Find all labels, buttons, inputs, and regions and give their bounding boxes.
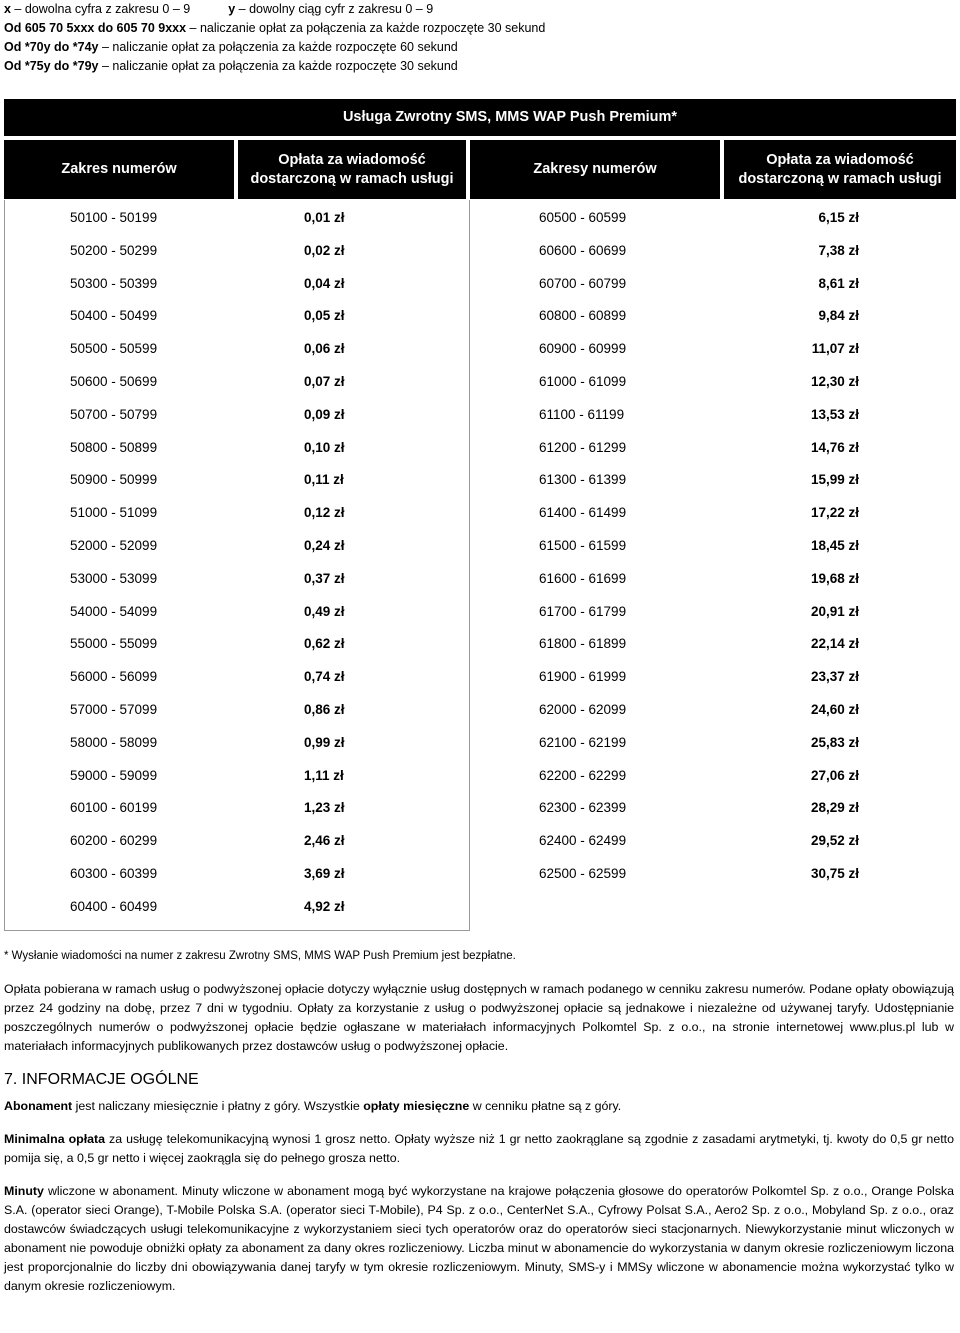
cell-fee-2: 20,91 zł (810, 603, 859, 619)
cell-fee-2: 9,84 zł (818, 308, 859, 324)
cell-fee: 0,04 zł (304, 275, 345, 291)
cell-number-range-2: 61000 - 61099 (539, 373, 627, 389)
table-row (0, 528, 960, 561)
cell-fee: 0,06 zł (304, 341, 345, 357)
cell-fee: 0,02 zł (304, 242, 345, 258)
cell-fee-2: 27,06 zł (810, 767, 859, 783)
cell-number-range-2: 61500 - 61599 (539, 537, 627, 553)
cell-fee: 0,11 zł (304, 472, 344, 488)
text: wliczone w abonament. Minuty wliczone w abonament mogą być wykorzystane na krajowe połączenia głosowe do operatorów Polkomtel Sp. z o.o., Orange Polska S.A. (operator sieci Orange), T-Mobile Polska S.A. (operator sieci T-Mobile), P4 Sp. z o.o., CenterNet S.A., Cyfrowy Polsat S.A., Aero2 Sp. z o.o., Mobyland Sp. z o.o., oraz dostawców świadczących usługi telekomunikacyjne z wykorzystaniem sieci tych operatorów oraz do operatorów sieci stacjonarnych. Niewykorzystanie minut wliczonych w abonament nie powoduje obniżki opłaty za abonament za dany okres rozliczeniowy. Liczba minut w abonamencie do wykorzystania w danym okresie rozliczeniowym liczona jest proporcjonalnie do liczby dni obowiązywania danej taryfy w tym okresie rozliczeniowym. Minuty, SMS-y i MMSy wliczone w abonamencie można wykorzystać tylko w danym okresie rozliczeniowym. (4, 1184, 954, 1293)
legend-line-4 (4, 57, 545, 76)
cell-number-range-2: 60900 - 60999 (539, 341, 627, 357)
cell-number-range-2: 61800 - 61899 (539, 636, 627, 652)
cell-number-range: 50900 - 50999 (70, 472, 158, 488)
cell-fee: 0,10 zł (304, 439, 345, 455)
cell-fee-2: 17,22 zł (810, 505, 859, 521)
table-row (0, 790, 960, 823)
cell-fee: 0,74 zł (304, 669, 345, 685)
cell-fee-2: 11,07 zł (811, 341, 859, 357)
cell-fee-2: 30,75 zł (810, 865, 859, 881)
footnote: * Wysłanie wiadomości na numer z zakresu Zwrotny SMS, MMS WAP Push Premium jest bezpłatne. (4, 950, 516, 962)
cell-number-range-2: 60700 - 60799 (539, 275, 627, 291)
cell-number-range-2: 60600 - 60699 (539, 242, 627, 258)
cell-number-range: 59000 - 59099 (70, 767, 158, 783)
cell-fee: 0,86 zł (304, 701, 345, 717)
cell-fee-2: 19,68 zł (810, 570, 859, 586)
cell-number-range: 52000 - 52099 (70, 537, 158, 553)
cell-fee: 0,05 zł (304, 308, 345, 324)
cell-number-range-2: 62100 - 62199 (539, 734, 627, 750)
cell-number-range-2: 61700 - 61799 (539, 603, 627, 619)
table-row (0, 889, 960, 922)
cell-fee-2: 28,29 zł (810, 800, 859, 816)
cell-number-range: 50300 - 50399 (70, 275, 158, 291)
cell-fee: 2,46 zł (304, 833, 345, 849)
table-row (0, 692, 960, 725)
cell-fee-2: 25,83 zł (810, 734, 859, 750)
table-row (0, 430, 960, 463)
notes-section (4, 947, 954, 1296)
cell-fee-2: 18,45 zł (810, 537, 859, 553)
cell-number-range-2: 61900 - 61999 (539, 669, 627, 685)
cell-fee-2: 6,15 zł (818, 210, 859, 225)
cell-number-range: 57000 - 57099 (70, 701, 158, 717)
table-row (0, 298, 960, 331)
legend-line-2 (4, 19, 545, 38)
table-row (0, 233, 960, 266)
term-minutes: Minuty (4, 1184, 44, 1198)
cell-fee: 0,37 zł (304, 570, 345, 586)
cell-number-range: 50800 - 50899 (70, 439, 158, 455)
cell-number-range-2: 61200 - 61299 (539, 439, 627, 455)
paragraph-premium-fees: Opłata pobierana w ramach usług o podwyższonej opłacie dotyczy wyłącznie usług dostępnych w ramach podanego w cenniku zakresu numerów. Podane opłaty obowiązują przez 24 godziny na dobę, przez 7 dni w tygodniu. Opłaty za korzystanie z usług o podwyższonej opłacie są jednakowe i niezależne od używanej taryfy. Udostępnianie poszczególnych numerów o podwyższonej opłacie będzie ogłaszane w materiałach informacyjnych Polkomtel Sp. z o.o., na stronie internetowej www.plus.pl lub w materiałach informacyjnych publikowanych przez dostawców usług o podwyższonej opłacie. (4, 982, 954, 1053)
cell-number-range-2: 60500 - 60599 (539, 210, 627, 225)
cell-number-range: 60300 - 60399 (70, 865, 158, 881)
cell-fee: 0,09 zł (304, 406, 345, 422)
legend-line-1 (4, 0, 545, 19)
numbering-legend (4, 0, 545, 76)
column-header-ranges: Zakresy numerów (470, 140, 720, 199)
table-row (0, 626, 960, 659)
cell-number-range-2: 61600 - 61699 (539, 570, 627, 586)
table-row (0, 823, 960, 856)
table-row (0, 266, 960, 299)
cell-fee: 3,69 zł (304, 865, 345, 881)
cell-fee-2: 29,52 zł (810, 833, 859, 849)
cell-number-range: 50700 - 50799 (70, 406, 158, 422)
cell-number-range: 50500 - 50599 (70, 341, 158, 357)
cell-number-range: 60200 - 60299 (70, 833, 158, 849)
table-title: Usługa Zwrotny SMS, MMS WAP Push Premium* (4, 99, 956, 136)
section-heading: 7. INFORMACJE OGÓLNE (4, 1071, 199, 1088)
paragraph-minutes (4, 1182, 954, 1296)
text: za usługę telekomunikacyjną wynosi 1 grosz netto. Opłaty wyższe niż 1 gr netto zaokrąglane są zgodnie z zasadami arytmetyki, tj. kwoty do 0,5 gr netto pomija się, a 0,5 gr netto i więcej zaokrągla się do pełnego grosza netto. (4, 1132, 954, 1165)
table-row (0, 200, 960, 233)
cell-number-range-2: 60800 - 60899 (539, 308, 627, 324)
table-row (0, 364, 960, 397)
legend-text: – naliczanie opłat za połączenia za każde rozpoczęte 30 sekund (98, 59, 458, 73)
legend-range: Od *70y do *74y (4, 40, 99, 54)
column-header-fee: Opłata za wiadomość dostarczoną w ramach usługi (238, 140, 466, 199)
cell-fee: 0,24 zł (304, 537, 345, 553)
cell-number-range: 50100 - 50199 (70, 210, 158, 225)
cell-fee: 0,99 zł (304, 734, 345, 750)
legend-line-3 (4, 38, 545, 57)
pricing-table-header (4, 99, 956, 199)
cell-number-range-2: 61400 - 61499 (539, 505, 627, 521)
cell-number-range: 50200 - 50299 (70, 242, 158, 258)
table-row (0, 561, 960, 594)
cell-fee: 0,12 zł (304, 505, 345, 521)
cell-fee-2: 14,76 zł (810, 439, 859, 455)
cell-number-range: 53000 - 53099 (70, 570, 158, 586)
cell-number-range-2: 62400 - 62499 (539, 833, 627, 849)
table-row (0, 397, 960, 430)
legend-x-text: – dowolna cyfra z zakresu 0 – 9 (10, 2, 191, 16)
cell-fee: 0,62 zł (304, 636, 345, 652)
legend-y-symbol: y (228, 2, 236, 16)
legend-x-symbol: x (4, 2, 11, 16)
table-row (0, 856, 960, 889)
table-row (0, 659, 960, 692)
paragraph-abonament (4, 1097, 954, 1116)
legend-y-text: – dowolny ciąg cyfr z zakresu 0 – 9 (235, 2, 434, 16)
cell-fee-2: 23,37 zł (810, 669, 859, 685)
table-row (0, 462, 960, 495)
cell-number-range-2: 62200 - 62299 (539, 767, 627, 783)
table-row (0, 758, 960, 791)
cell-fee-2: 24,60 zł (810, 701, 859, 717)
cell-number-range: 55000 - 55099 (70, 636, 158, 652)
cell-number-range: 51000 - 51099 (70, 505, 158, 521)
cell-number-range: 60100 - 60199 (70, 800, 158, 816)
table-row (0, 331, 960, 364)
cell-fee: 1,11 zł (304, 767, 344, 783)
cell-fee: 0,07 zł (304, 373, 345, 389)
cell-fee-2: 7,38 zł (818, 242, 859, 258)
cell-fee: 0,01 zł (304, 210, 345, 225)
column-header-range: Zakres numerów (4, 140, 234, 199)
column-headers (4, 140, 956, 199)
cell-fee-2: 22,14 zł (810, 636, 859, 652)
legend-text: – naliczanie opłat za połączenia za każde rozpoczęte 60 sekund (98, 40, 458, 54)
column-header-fee-2: Opłata za wiadomość dostarczoną w ramach usługi (724, 140, 956, 199)
term-monthly-fees: opłaty miesięczne (363, 1099, 470, 1113)
cell-fee: 4,92 zł (304, 898, 345, 914)
cell-number-range: 56000 - 56099 (70, 669, 158, 685)
term-minimum-fee: Minimalna opłata (4, 1132, 106, 1146)
cell-number-range-2: 62300 - 62399 (539, 800, 627, 816)
cell-number-range: 50600 - 50699 (70, 373, 158, 389)
cell-number-range: 50400 - 50499 (70, 308, 158, 324)
cell-fee: 1,23 zł (304, 800, 345, 816)
table-row (0, 725, 960, 758)
legend-range: Od *75y do *79y (4, 59, 99, 73)
paragraph-minimum-fee (4, 1130, 954, 1168)
cell-number-range-2: 62500 - 62599 (539, 865, 627, 881)
cell-fee: 0,49 zł (304, 603, 345, 619)
cell-fee-2: 8,61 zł (818, 275, 859, 291)
cell-number-range-2: 62000 - 62099 (539, 701, 627, 717)
cell-number-range: 60400 - 60499 (70, 898, 158, 914)
text: w cenniku płatne są z góry. (469, 1099, 622, 1113)
pricing-table-body (0, 200, 960, 922)
cell-number-range-2: 61300 - 61399 (539, 472, 627, 488)
cell-number-range-2: 61100 - 61199 (539, 406, 625, 422)
cell-fee-2: 13,53 zł (810, 406, 859, 422)
legend-range: Od 605 70 5xxx do 605 70 9xxx (4, 21, 187, 35)
cell-number-range: 54000 - 54099 (70, 603, 158, 619)
legend-text: – naliczanie opłat za połączenia za każde rozpoczęte 30 sekund (186, 21, 546, 35)
term-abonament: Abonament (4, 1099, 73, 1113)
table-row (0, 495, 960, 528)
cell-number-range: 58000 - 58099 (70, 734, 158, 750)
cell-fee-2: 15,99 zł (810, 472, 859, 488)
text: jest naliczany miesięcznie i płatny z góry. Wszystkie (72, 1099, 364, 1113)
cell-fee-2: 12,30 zł (810, 373, 859, 389)
table-row (0, 594, 960, 627)
